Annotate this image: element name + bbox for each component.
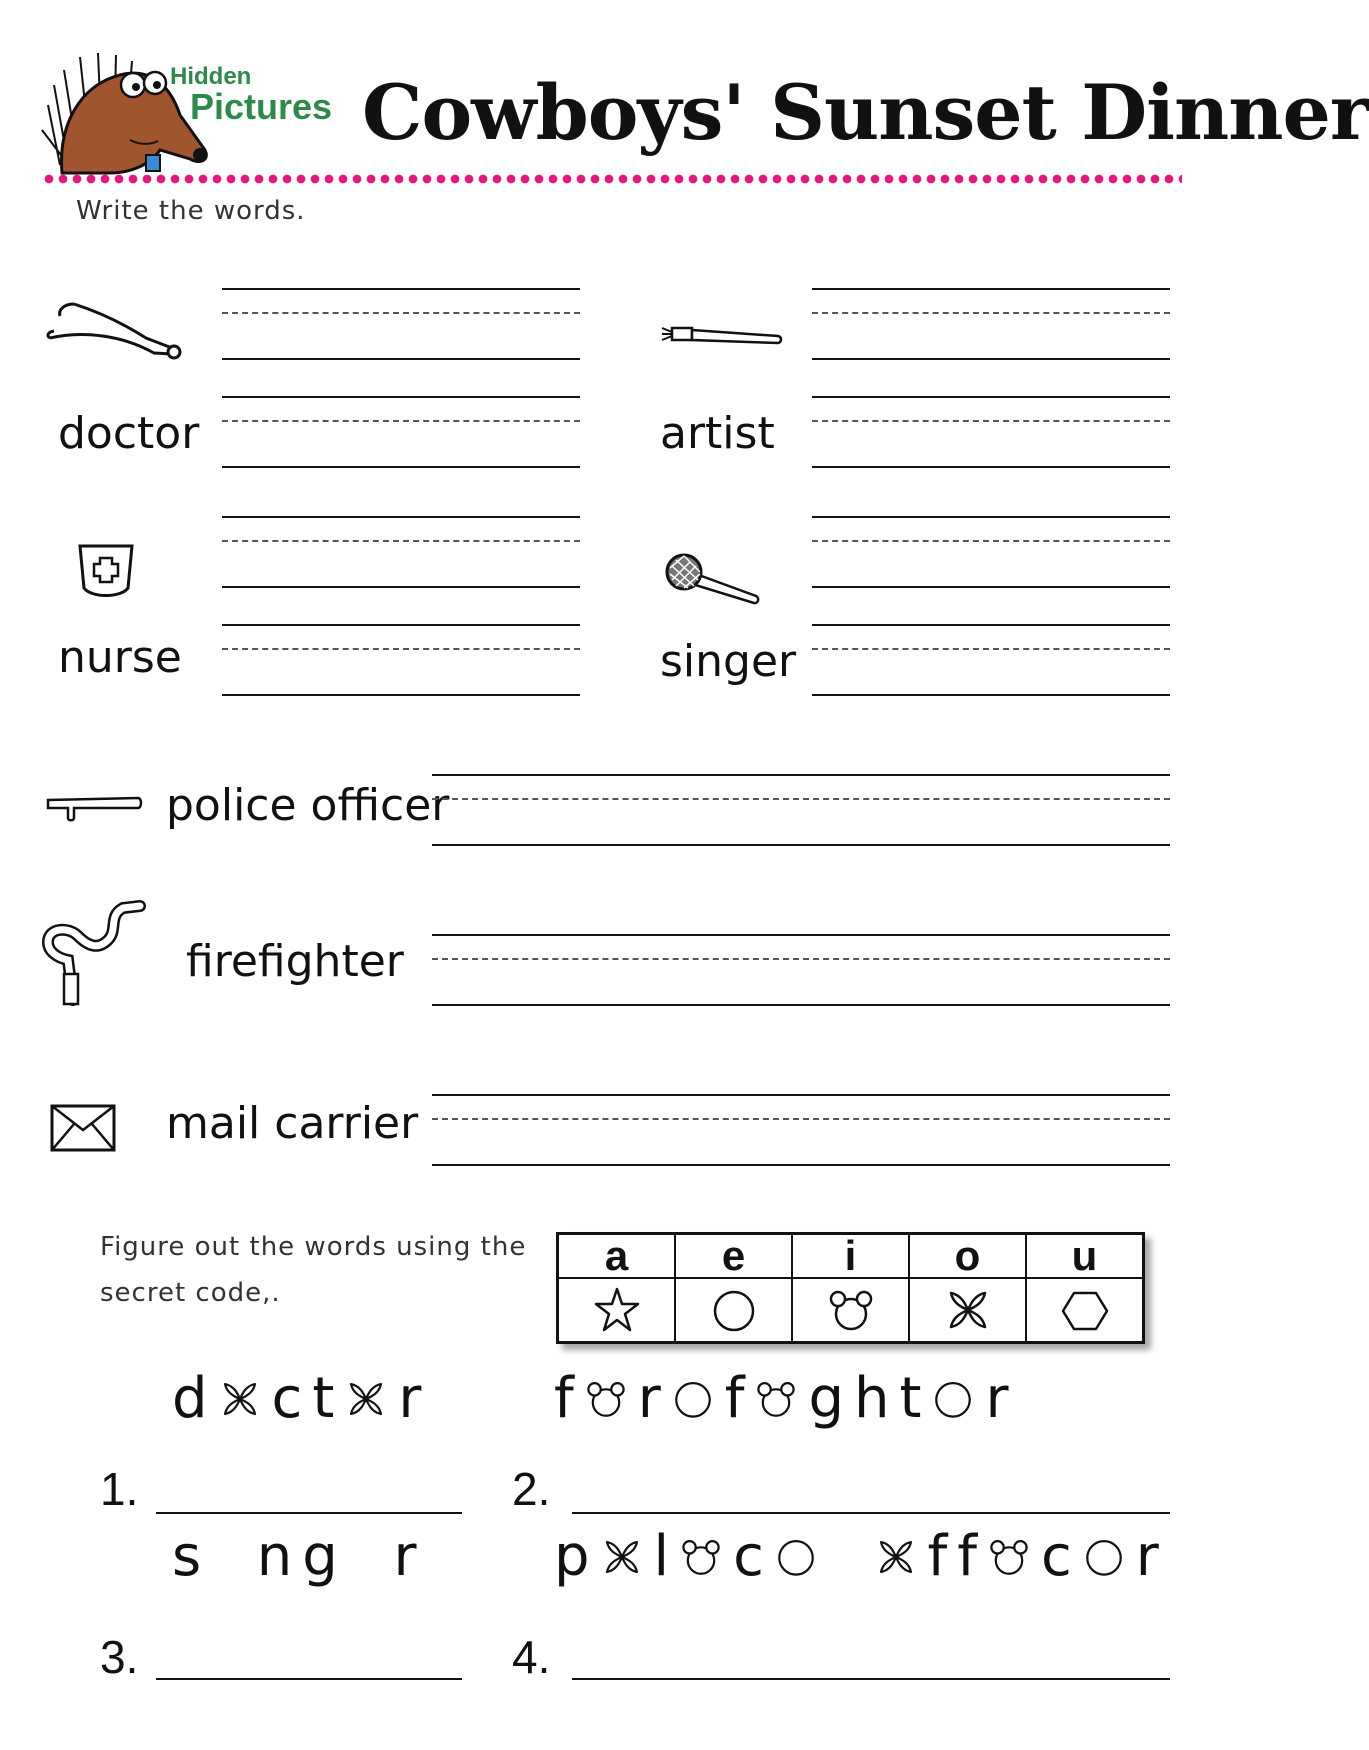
coded-letter: p [554,1524,590,1589]
answer-number-4: 4. [512,1631,551,1683]
star-icon [592,1285,642,1335]
coded-letter: g [302,1524,338,1589]
coded-letter: n [256,1524,293,1589]
blank-gap [828,1524,864,1589]
coded-letter: l [653,1524,670,1589]
coded-letter: r [398,1366,422,1431]
code-letter-u: u [1026,1234,1144,1279]
logo-pictures-text: Pictures [190,86,333,127]
answer-number-1: 1. [100,1463,139,1515]
coded-letter: c [733,1524,764,1589]
answer-line-3[interactable] [156,1678,462,1680]
answer-line-1[interactable] [156,1512,462,1514]
coded-letter: d [172,1366,208,1431]
paintbrush-icon [660,320,784,350]
logo-hidden-text: Hidden [170,63,252,90]
secret-code-instruction-line2: secret code,. [100,1278,281,1308]
page-title: Cowboys' Sunset Dinner [362,68,1369,157]
coded-letter: f [724,1366,745,1431]
circle-icon [671,1377,715,1421]
baton-icon [44,794,144,824]
bear-face-icon [679,1535,723,1579]
coded-letter: r [637,1366,661,1431]
secret-code-table [556,1232,1145,1344]
x-petal-icon [874,1535,918,1579]
coded-letter: t [312,1366,335,1431]
coded-letter: c [1040,1524,1072,1589]
bear-face-icon [987,1535,1031,1579]
bear-face-icon [754,1377,798,1421]
writing-lines-artist-2[interactable] [812,396,1170,468]
writing-lines-firefighter[interactable] [432,934,1170,1006]
x-petal-icon [600,1535,644,1579]
writing-lines-nurse-2[interactable] [222,624,580,696]
blank-gap [348,1524,384,1589]
code-letter-i: i [792,1234,909,1279]
circle-icon [709,1285,759,1335]
nurse-cap-icon [76,542,136,600]
write-instruction: Write the words. [76,196,306,226]
x-petal-icon [344,1377,388,1421]
hexagon-icon [1060,1285,1110,1335]
circle-icon [774,1535,818,1579]
code-letters-row [558,1234,1144,1279]
code-letter-o: o [909,1234,1026,1279]
writing-lines-singer-1[interactable] [812,516,1170,588]
blank-gap [211,1524,247,1589]
code-letter-a: a [558,1234,676,1279]
coded-letter: r [1135,1524,1159,1589]
coded-letter: g [808,1366,845,1431]
coded-word-3 [172,1524,416,1589]
circle-icon [931,1377,975,1421]
word-label-nurse: nurse [58,632,182,683]
stethoscope-icon [44,298,184,378]
bear-face-icon [584,1377,628,1421]
coded-letter: r [985,1366,1009,1431]
word-label-singer: singer [660,636,797,687]
writing-lines-singer-2[interactable] [812,624,1170,696]
writing-lines-mail-carrier[interactable] [432,1094,1170,1166]
writing-lines-doctor-2[interactable] [222,396,580,468]
writing-lines-artist-1[interactable] [812,288,1170,360]
fire-hose-icon [28,900,148,1010]
word-label-police-officer: police officer [166,780,450,831]
coded-word-1 [172,1366,421,1431]
code-letter-e: e [675,1234,792,1279]
writing-lines-doctor-1[interactable] [222,288,580,360]
envelope-icon [50,1104,116,1152]
coded-letter: r [393,1524,417,1589]
answer-number-3: 3. [100,1631,139,1683]
microphone-icon [664,552,764,606]
bear-face-icon [826,1285,876,1335]
secret-code-instruction-line1: Figure out the words using the [100,1232,527,1262]
coded-letter: s [172,1524,202,1589]
coded-letter: f [927,1524,948,1589]
coded-letter: h [854,1366,890,1431]
coded-word-4 [554,1524,1159,1589]
word-label-firefighter: firefighter [186,936,404,987]
dotted-divider [42,174,1182,184]
writing-lines-nurse-1[interactable] [222,516,580,588]
word-label-mail-carrier: mail carrier [166,1098,419,1149]
circle-icon [1082,1535,1126,1579]
logo [40,45,340,175]
word-label-doctor: doctor [58,408,200,459]
coded-letter: t [899,1366,922,1431]
coded-word-2 [554,1366,1009,1431]
coded-letter: f [554,1366,574,1431]
coded-letter: c [271,1366,303,1431]
answer-line-2[interactable] [572,1512,1170,1514]
answer-number-2: 2. [512,1463,551,1515]
code-symbols-row [558,1278,1144,1343]
x-petal-icon [218,1377,262,1421]
x-petal-icon [943,1285,993,1335]
coded-letter: f [957,1524,977,1589]
word-label-artist: artist [660,408,775,459]
writing-lines-police-officer[interactable] [432,774,1170,846]
answer-line-4[interactable] [572,1678,1170,1680]
